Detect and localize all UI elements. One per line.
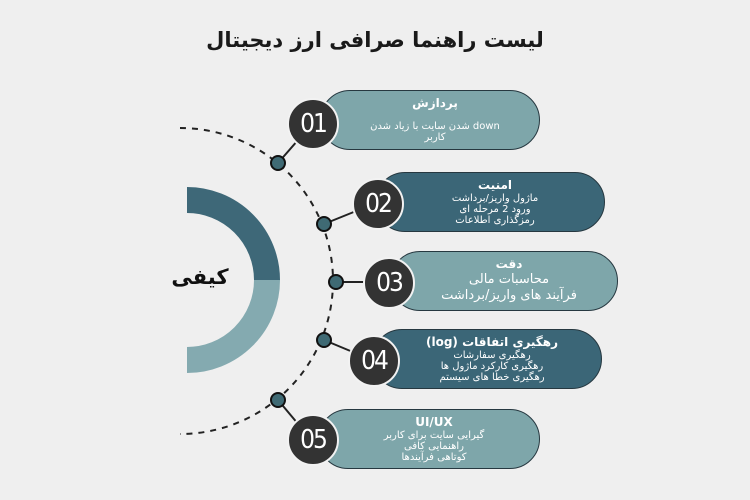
card-line: رهگیری خطا های سیستم (439, 372, 545, 383)
connector-dot-2 (317, 217, 331, 231)
page-title: لیست راهنما صرافی ارز دیجیتال (206, 28, 544, 52)
card-line: فرآیند های واریز/برداشت (441, 288, 577, 303)
card-line: down شدن سایت با زیاد شدن کاربر (370, 121, 500, 143)
card-line: گیرایی سایت برای کاربر (383, 430, 485, 441)
number-badge: 01 (287, 98, 339, 150)
card-line: محاسبات مالی (468, 272, 550, 287)
card-line: رمزگذاری اطلاعات (455, 215, 535, 226)
card-title: UI/UX (415, 415, 453, 429)
card-title: دقت (495, 257, 523, 271)
gauge-arc-bottom (187, 280, 267, 360)
card-title: پردازش (412, 96, 458, 110)
card-line: رهگیری سفارشات (453, 350, 531, 361)
center-label: کیفی (171, 265, 229, 289)
card-line: ماژول واریز/برداشت (451, 193, 539, 204)
number-badge: 02 (352, 178, 404, 230)
card-accuracy (390, 251, 618, 311)
connector-dot-3 (329, 275, 343, 289)
connector-dot-1 (271, 156, 285, 170)
number-badge: 04 (348, 335, 400, 387)
card-line: رهگیری کارکرد ماژول ها (440, 361, 544, 372)
card-title: امنیت (477, 178, 513, 192)
card-line: راهنمایی کافی (404, 441, 464, 452)
card-title: رهگیری اتفاقات (log) (425, 335, 559, 349)
connector-dot-4 (317, 333, 331, 347)
card-ui-ux (318, 409, 540, 469)
card-security (375, 172, 605, 232)
card-line: کوتاهی فرآیندها (401, 452, 467, 463)
connector-dot-5 (271, 393, 285, 407)
number-badge: 05 (287, 414, 339, 466)
card-line: ورود 2 مرحله ای (459, 204, 531, 215)
card-logging (372, 329, 602, 389)
number-badge: 03 (363, 257, 415, 309)
card-processing (320, 90, 540, 150)
